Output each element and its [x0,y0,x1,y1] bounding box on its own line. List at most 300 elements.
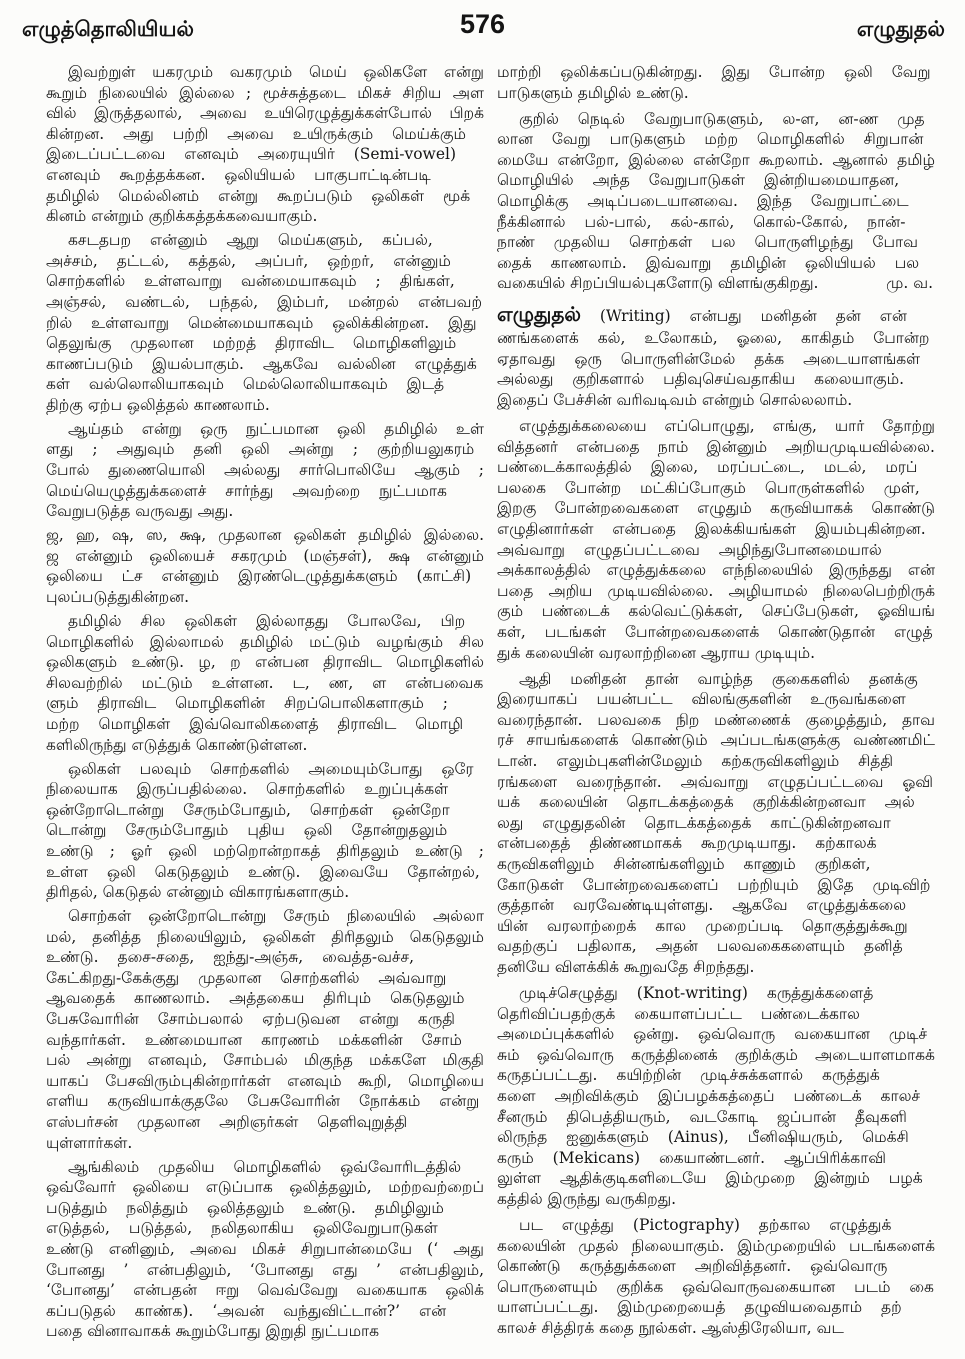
line-content: சொற்கள் ஒன்றோடொன்று சேரும் நிலையில் அல்லா [68,907,484,926]
line-content: வரைந்தான். பலவகை நிற மண்ணைக் குழைத்தும், தாவ [497,710,935,729]
line-content: பல் அன்று எனவும், சோம்பல் மிகுந்த மக்களே மிகுதி [46,1051,484,1070]
line-content: தைக் காணலாம். இவ்வாறு தமிழின் ஒலியியல் பல [497,253,920,272]
text-line [46,927,484,948]
line-text [46,841,484,862]
text-line [497,253,935,274]
line-content: ணங்களைக் கல், உலோகம், ஓலை, காகிதம் போன்ற [497,329,930,348]
text-line [497,1318,935,1339]
line-content: நிலையாக இருப்பதில்லை. சொற்களில் உறுப்புக்கள் [46,780,449,799]
line-text [46,1198,444,1219]
text-line [46,333,484,354]
line-content: டொன்று சேரும்போதும் புதிய ஒலி தோன்றுதலும் [46,821,448,840]
line-text [46,144,456,165]
text-line [46,546,484,567]
text-line [46,652,484,673]
text-line [46,841,484,862]
text-line [497,581,935,602]
line-text [46,652,484,673]
text-line [497,730,935,751]
line-text [497,62,931,83]
line-content: பலகை போன்ற மட்கிப்போகும் பொருள்களில் முள், [497,478,920,497]
line-content: எழுத்துக்கலையை எப்பொழுது, எங்கு, யார் தோற்று [519,417,935,435]
line-content: டான். எலும்புகளின்மேலும் கற்கருவிகளிலும் சித்தி [497,752,894,770]
line-text [497,581,935,602]
line-text [46,83,484,104]
line-text [46,1133,132,1154]
line-text [46,632,484,653]
line-content: ஒலிகளும் உண்டு. ழ, ற என்பன திராவிட மொழிகளில் [46,653,484,672]
line-text [497,1297,902,1318]
line-text [46,271,455,292]
text-line [46,862,484,883]
text-line [497,689,935,710]
text-line [46,525,484,546]
line-text [497,170,899,191]
line-text [46,165,431,186]
text-line [497,560,935,581]
line-text [46,673,483,694]
line-text [497,875,930,896]
line-text [46,460,484,481]
line-content: திரிதல், கெடுதல் என்னும் விகாரங்களாகும். [46,883,350,902]
text-line [497,191,935,212]
line-text [497,895,906,916]
text-line [46,374,484,395]
line-text [46,862,480,883]
line-content: ஒலியை ட்ச என்னும் இரண்டெழுத்துக்களும் (காட்சி) [46,567,472,586]
line-content: புலப்படுத்துகின்றன. [46,588,190,607]
line-content: யாகப் பேசவிரும்புகின்றார்கள் எனவும் கூறி, மொழியை [46,1071,484,1090]
line-content: ஆவதைக் காணலாம். அத்தகைய திரிபும் கெடுதலும் [46,989,465,1008]
text-line [497,601,935,622]
line-content: வேறுபடுத்த வருவது அது. [46,502,234,521]
line-content: ளது ; அதுவும் தனி ஒலி அன்று ; குற்றியலுகரம் [46,440,475,459]
text-line [497,1256,935,1277]
line-content: மையே என்றோ, இல்லை என்றோ கூறலாம். ஆனால் தமிழ் [497,150,935,169]
paragraph [46,230,484,415]
line-content: மற்ற மொழிகள் இவ்வொலிகளைத் திராவிட மொழி [46,714,464,733]
line-content: கள் வல்லொலியாகவும் மெல்லொலியாகவும் இடத் [46,375,445,394]
text-line [497,437,935,458]
line-text [497,1256,887,1277]
line-content: யக் கலையின் தொடக்கத்தைக் குறிக்கின்றனவா அல் [497,793,915,812]
line-text [46,395,270,416]
line-text [68,230,433,251]
text-line [46,230,484,251]
line-content: சொற்களில் உள்ளவாறு வன்மையாகவும் ; திங்கள், [46,272,455,291]
line-content: முடிச்செழுத்து (Knot-writing) கருத்துக்களைத் [519,984,874,1003]
paragraph [46,611,484,755]
line-text [68,906,484,927]
text-line [46,124,484,145]
running-head-right: எழுதுதல் [856,16,945,41]
line-text [497,390,852,411]
line-text [497,540,882,561]
line-text [497,730,935,751]
line-text [497,916,908,937]
text-line [497,478,935,499]
line-text [497,1127,909,1148]
text-line [46,501,484,522]
text-line [497,895,935,916]
line-content: போல் துணையொலி அல்லது சார்பொலியே ஆகும் ; [46,461,484,480]
line-text [497,328,929,349]
text-line [46,271,484,292]
line-content: பதை வினாவாகக் கூறும்போது இறுதி நுட்பமாக [46,1322,380,1341]
text-line [497,1215,935,1236]
line-content: படுத்தும் நலித்தும் ஒலித்தலும் உண்டு. தமிழிலும் [46,1198,444,1217]
line-content: எனவும் கூறத்தக்கன. ஒலியியல் பாகுபாட்டின்படி [46,165,431,184]
line-content: கரும் (Mekicans) கையாண்டனர். ஆப்பிரிக்காவி [497,1148,886,1167]
line-content: பேசுவோரின் சோம்பலால் ஏற்படுவன என்று கருதி [46,1010,455,1029]
line-content: அமைப்புக்களில் ஒன்று. ஒவ்வொரு வகையான முடிச் [497,1025,928,1044]
line-text [519,416,935,437]
line-content: மாற்றி ஒலிக்கப்படுகின்றது. இது போன்ற ஒலி வேறு [497,63,931,81]
text-line [46,1009,484,1030]
line-text [46,481,447,502]
text-line [46,735,484,756]
text-line [46,779,484,800]
line-content: இதைப் பேச்சின் வரிவடிவம் என்றும் சொல்லலாம். [497,390,853,409]
line-text [46,206,317,227]
line-content: கும் பண்டைக் கல்வெட்டுக்கள், செப்பேடுகள், ஓவியங் [497,602,935,621]
line-content: மல், தனித்த நிலையிலும், ஒலிகள் திரிதலும் கெடுதலும் [46,927,484,946]
line-content: மொழியில் அந்த வேறுபாடுகள் இன்றியமையாதன, [497,171,900,190]
text-line [46,165,484,186]
paragraph [497,62,935,103]
text-line [497,1107,935,1128]
paragraph [46,759,484,903]
line-content: ரங்களை வரைந்தான். அவ்வாறு எழுதப்பட்டவை ஓவி [497,772,934,791]
line-text [497,498,935,519]
text-line [497,328,935,349]
text-line [46,1321,484,1342]
line-text [497,437,935,458]
text-line [497,540,935,561]
line-content: பொருளையும் குறிக்க ஒவ்வொருவகையான படம் கை [497,1277,934,1296]
line-content: பதை அறிய முடியவில்லை. அழியாமல் நிலைபெற்றிருக் [497,581,935,600]
text-line [497,416,935,437]
line-content: களிலிருந்து எடுத்துக் கொண்டுள்ளன. [46,735,308,754]
line-text [497,349,920,370]
text-line [497,669,935,690]
line-text [68,1157,461,1178]
line-text [46,124,466,145]
line-content: மெய்யெழுத்துக்களைச் சார்ந்து அவற்றை நுட்பமாக [46,481,447,500]
paragraph [497,669,935,978]
line-text [497,1148,886,1169]
line-text [46,1030,462,1051]
text-line [46,1260,484,1281]
line-content: லது எழுதுதலின் தொடக்கத்தைக் காட்டுகின்றனவா [497,813,891,832]
text-line [46,206,484,227]
line-text [46,693,448,714]
line-content: கூறும் நிலையில் இல்லை ; மூச்சுத்தடை மிகச் சிறிய அள [46,83,484,102]
line-text [46,1218,438,1239]
paragraph [497,416,935,663]
line-text [497,936,903,957]
right-column [497,62,935,1344]
line-content: களை அறிவிக்கும் இப்பழக்கத்தைப் பண்டைக் காலச் [497,1087,921,1105]
text-line [497,150,935,171]
line-content: காலச் சித்திரக் கதை நூல்கள். ஆஸ்திரேலியா, வட [497,1319,844,1338]
paragraph [46,419,484,522]
text-line [497,390,935,411]
page-number: 576 [459,9,506,39]
text-line [46,460,484,481]
text-line [46,1198,484,1219]
line-text [497,1189,676,1210]
text-line [46,988,484,1009]
line-text [497,369,904,390]
text-line [46,395,484,416]
text-line [46,1030,484,1051]
line-content: இறகு போன்றவைகளை எழுதும் கருவியாகக் கொண்டு [497,499,935,518]
line-text [46,779,448,800]
paragraph [46,906,484,1153]
line-content: ஒலிகள் பலவும் சொற்களில் அமையும்போது ஒரே [68,759,474,778]
line-text [497,519,926,540]
line-text [46,1260,484,1281]
text-line [497,369,935,390]
paragraph [46,1157,484,1342]
line-content: ஜ, ஹ, ஷ, ஸ, க்ஷ, முதலான ஒலிகள் தமிழில் இல்லை. [46,526,484,545]
text-line [46,313,484,334]
line-text [46,374,444,395]
line-text [497,689,906,710]
text-line [497,772,935,793]
line-content: எஸ்பர்சன் முதலான அறிஞர்கள் தெளிவுறுத்தி [46,1113,408,1132]
line-text [497,710,935,731]
line-content: உண்டு ; ஓர் ஒலி மற்றொன்றாகத் திரிதலும் உண்டு ; [46,841,484,860]
text-line [46,566,484,587]
line-content: கப்படுதல் காண்க). ‘அவன் வந்துவிட்டான்?’ என் [46,1301,447,1320]
line-text [497,1277,934,1298]
text-line [46,820,484,841]
line-content: கத்தில் இருந்து வருகிறது. [497,1189,677,1208]
text-line [497,1236,935,1257]
line-text [46,1239,484,1260]
line-text [497,1318,844,1339]
text-line [497,1004,935,1025]
line-text [46,546,484,567]
line-content: சிலவற்றில் மட்டும் உள்ளன. ட, ண, ள என்பவைக [46,673,484,692]
line-text [497,1086,920,1107]
line-content: யாளப்பட்டது. இம்முறையைத் தழுவியவைதாம் தற் [497,1298,902,1317]
paragraph [497,300,935,411]
paragraph [497,1215,935,1339]
line-content: நாண் முதலிய சொற்கள் பல பொருளிழந்து போவ [497,233,918,252]
text-line [46,1157,484,1178]
line-content: கினம் என்றும் குறிக்கத்தக்கவையாகும். [46,207,318,226]
text-line [46,419,484,440]
line-content: கேட்கிறது-கேக்குது முதலான சொற்களில் அவ்வாறு [46,968,447,987]
line-text [46,1280,484,1301]
text-line [46,1091,484,1112]
paragraph [497,109,935,294]
text-line [46,693,484,714]
line-text [46,587,189,608]
text-line [46,103,484,124]
text-line [497,300,935,329]
line-text [497,854,871,875]
text-line [46,354,484,375]
line-content: ஆய்தம் என்று ஒரு நுட்பமான ஒலி தமிழில் உள் [68,419,484,438]
text-line [497,833,935,854]
line-text [497,253,919,274]
line-text [497,273,818,294]
line-text [519,669,918,690]
line-content: எடுத்தல், படுத்தல், நலிதலாகிய ஒலிவேறுபாடுகள் [46,1219,438,1238]
line-content: காணப்படும் இயல்பாகும். ஆகவே வல்லின எழுத்துக் [46,354,477,373]
line-content: வகையில் சிறப்பியல்புகளோடு விளங்குகிறது. [497,274,819,293]
line-text [519,1215,891,1236]
text-line [46,481,484,502]
text-line [46,144,484,165]
text-line [46,1301,484,1322]
line-text [497,643,815,664]
line-text [497,1107,907,1128]
line-content: றில் உள்ளவாறு மென்மையாகவும் ஒலிக்கின்றன. இது [46,313,477,332]
text-line [497,854,935,875]
line-content: ஆதி மனிதன் தான் வாழ்ந்த குகைகளில் தனக்கு [519,669,918,688]
line-text [46,735,307,756]
text-line [46,1280,484,1301]
line-content: (Writing) என்பது மனிதன் தன் என் [580,306,907,325]
line-content: உள்ள ஒலி கெடுதலும் உண்டு. இவையே தோன்றல், [46,862,480,881]
text-line [497,710,935,731]
line-text [46,292,482,313]
line-content: பண்டைக்காலத்தில் இலை, மரப்பட்டை, மடல், மரப் [497,458,918,477]
line-text [46,354,477,375]
text-line [46,882,484,903]
line-content: எளிய கருவியாக்குதலே பேசுவோரின் நோக்கம் என்று [46,1092,480,1111]
line-text [497,1065,880,1086]
line-text [46,525,484,546]
line-content: பட எழுத்து (Pictography) தற்கால எழுத்துக் [519,1216,892,1235]
line-text [519,109,925,130]
line-content: தமிழில் மெல்லினம் என்று கூறப்படும் ஒலிகள் மூக் [46,186,471,205]
text-line [497,129,935,150]
line-content: சும் ஒவ்வொரு கருத்தினைக் குறிக்கும் அடையாளமாகக் [497,1045,935,1064]
line-text [497,212,905,233]
line-text [497,792,915,813]
text-line [46,906,484,927]
line-content: வித்தனர் என்பதை நாம் இன்னும் அறியமுடியவில்லை. [497,437,935,456]
text-line [497,916,935,937]
line-content: கோடுகள் போன்றவைகளைப் பற்றியும் இதே முடிவிற் [497,875,931,894]
line-text [46,927,484,948]
line-content: யுள்ளார்கள். [46,1133,133,1152]
author-signature: மு. வ. [886,274,933,293]
line-text [497,150,935,171]
line-content: ளும் திராவிட மொழிகளின் சிறப்பொலிகளாகும் ; [46,694,449,713]
text-line [46,1239,484,1260]
text-line [497,83,935,104]
line-content: என்பதைத் திண்ணமாகக் கூறமுடியாது. கற்காலக் [497,834,877,853]
line-text [497,957,754,978]
line-text [497,1045,935,1066]
line-text [46,1071,484,1092]
line-text [46,1091,479,1112]
line-content: குறில் நெடில் வேறுபாடுகளும், ல-ள, ன-ண முத [519,109,925,128]
line-content: நீக்கினால் பல்-பால், கல்-கால், கொல்-கோல், நான்- [497,212,906,231]
line-content: அவ்வாறு எழுதப்பட்டவை அழிந்துபோனமையால் [497,540,882,559]
line-text [46,800,450,821]
line-content: ஒவ்வோர் ஒலியை எடுப்பாக ஒலித்தலும், மற்றவற்றைப் [46,1178,484,1197]
line-content: இரையாகப் பயன்பட்ட விலங்குகளின் உருவங்களை [497,690,906,709]
line-content: தமிழில் சில ஒலிகள் இல்லாதது போலவே, பிற [68,612,466,630]
line-text [68,419,484,440]
text-line [497,1189,935,1210]
line-text [497,560,935,581]
line-text [497,1004,860,1025]
line-text [497,300,907,331]
line-text [46,1009,455,1030]
line-text [46,1301,446,1322]
line-content: கொண்டு கருத்துக்களை அறிவித்தனர். ஒவ்வொரு [497,1257,888,1276]
text-line [497,498,935,519]
text-line [46,587,484,608]
text-line [46,714,484,735]
text-line [46,1050,484,1071]
line-content: திற்கு ஏற்ப ஒலித்தல் காணலாம். [46,395,270,414]
line-text [46,439,474,460]
line-text [68,611,465,632]
line-content: வில் இருத்தலால், அவை உயிரெழுத்துக்கள்போல் பிறக் [46,104,484,123]
text-line [497,643,935,664]
text-line [46,673,484,694]
line-content: ஆங்கிலம் முதலிய மொழிகளில் ஒவ்வோரிடத்தில் [68,1157,462,1176]
line-text [497,1024,927,1045]
text-line [497,622,935,643]
line-content: அல்லது குறிகளால் பதிவுசெய்வதாகிய கலையாகும். [497,370,905,389]
line-content: இடைப்பட்டவை எனவும் அரையுயிர் (Semi-vowel) [46,145,456,164]
line-content: கருவிகளிலும் சின்னங்களிலும் காணும் குறிகள், [497,854,871,873]
line-content: ‘போனது’ என்பதன் ஈறு வெவ்வேறு வகையாக ஒலிக் [46,1281,484,1300]
text-line [497,983,935,1004]
text-line [46,947,484,968]
line-content: பாடுகளும் தமிழில் உண்டு. [497,83,689,102]
line-content: கலையின் முதல் நிலையாகும். இம்முறையில் படங்களைக் [497,1236,935,1255]
text-line [46,83,484,104]
line-content: மொழிக்கு அடிப்படையானவை. இந்த வேறுபாட்டை [497,192,909,211]
text-line [46,1177,484,1198]
line-text [46,1177,484,1198]
text-line [497,1127,935,1148]
text-line [46,439,484,460]
line-content: குத்தான் வரவேண்டியுள்ளது. ஆகவே எழுத்துக்கலை [497,896,907,915]
text-line [46,1218,484,1239]
line-text [46,1321,379,1342]
line-content: ஏதாவது ஒரு பொருளின்மேல் தக்க அடையாளங்கள் [497,349,921,368]
text-line [46,62,484,83]
text-line [497,1297,935,1318]
line-content: ஒன்றோடொன்று சேரும்போதும், சொற்கள் ஒன்றோ [46,800,450,819]
line-text [46,882,349,903]
line-text [46,333,456,354]
line-text [497,232,918,253]
text-line [497,457,935,478]
line-text [497,191,909,212]
line-text [46,968,446,989]
line-content: அச்சம், தட்டல், கத்தல், அப்பர், ஒற்றர், என்னும் [46,251,451,270]
line-content: உண்டு எனினும், அவை மிகச் சிறுபான்மையே (‘ அது [46,1239,484,1258]
line-text [46,103,484,124]
line-text [46,947,414,968]
line-text [497,601,935,622]
text-line [46,1112,484,1133]
